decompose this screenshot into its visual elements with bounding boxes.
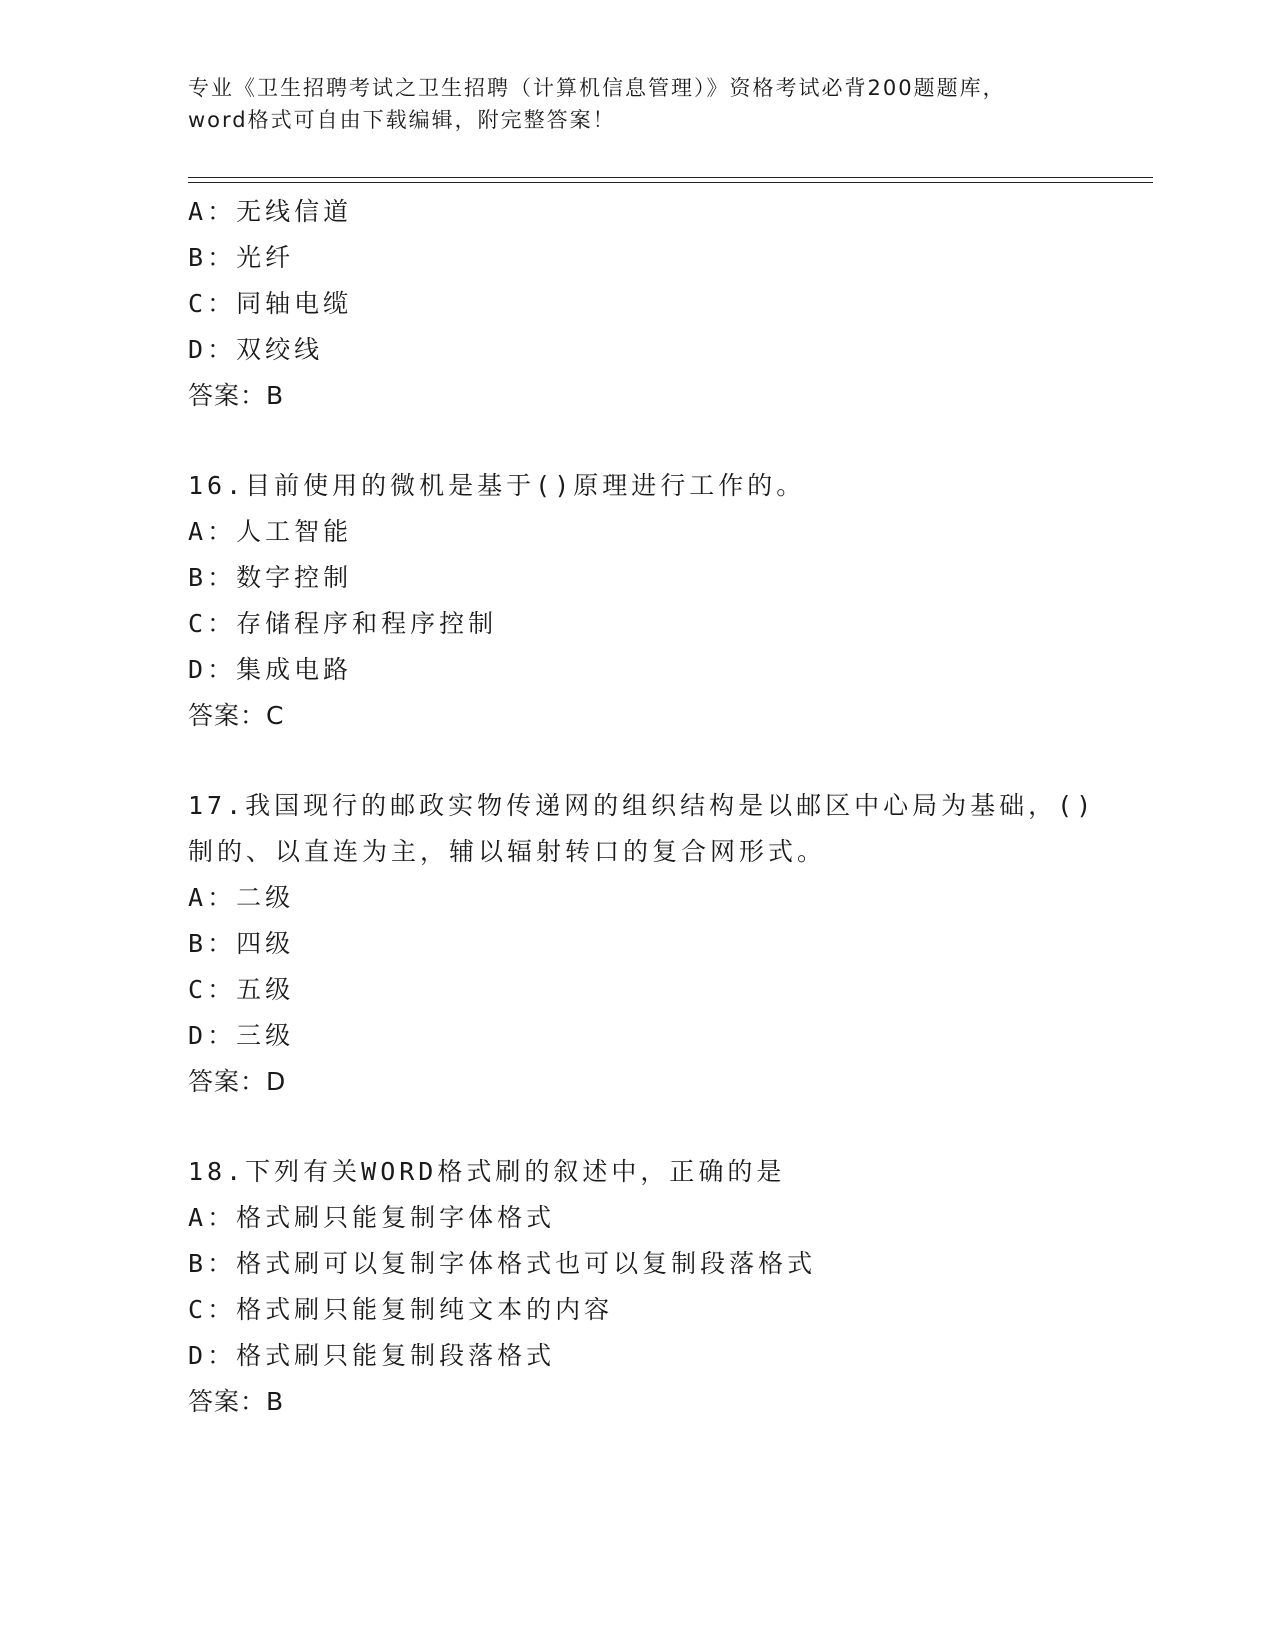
option-letter: C (188, 609, 208, 638)
option-text: 双绞线 (236, 335, 324, 364)
question-list (188, 189, 1148, 1425)
answer-line: 答案：B (188, 381, 285, 410)
option-a (188, 509, 1148, 555)
option-text: 五级 (236, 975, 295, 1004)
option-letter: D (188, 335, 208, 364)
option-text: 无线信道 (236, 197, 353, 226)
option-separator: ： (207, 335, 237, 364)
option-separator: ： (207, 929, 237, 958)
question-text: 16.目前使用的微机是基于()原理进行工作的。 (188, 471, 806, 500)
option-separator: ： (207, 1021, 237, 1050)
option-b (188, 235, 1148, 281)
spacer (188, 419, 1148, 463)
option-separator: ： (207, 289, 237, 318)
spacer (188, 739, 1148, 783)
answer-line: 答案：D (188, 1067, 287, 1096)
question-18 (188, 1149, 1148, 1425)
option-text: 数字控制 (236, 563, 353, 592)
option-text: 格式刷只能复制纯文本的内容 (236, 1295, 614, 1324)
option-c (188, 601, 1148, 647)
option-separator: ： (207, 655, 237, 684)
option-text: 二级 (236, 883, 295, 912)
option-c (188, 281, 1148, 327)
spacer (188, 1105, 1148, 1149)
option-d (188, 327, 1148, 373)
option-c (188, 1287, 1148, 1333)
question-text: 18.下列有关WORD格式刷的叙述中，正确的是 (188, 1157, 786, 1186)
question-text-line-1: 17.我国现行的邮政实物传递网的组织结构是以邮区中心局为基础，() (188, 791, 1096, 820)
option-separator: ： (207, 609, 237, 638)
option-b (188, 555, 1148, 601)
option-a (188, 875, 1148, 921)
option-text: 集成电路 (236, 655, 353, 684)
answer-line: 答案：C (188, 701, 285, 730)
answer-line: 答案：B (188, 1387, 285, 1416)
option-d (188, 1013, 1148, 1059)
option-separator: ： (207, 1295, 237, 1324)
option-letter: C (188, 1295, 208, 1324)
header-divider-bottom (188, 182, 1153, 183)
option-letter: A (188, 197, 208, 226)
question-15 (188, 189, 1148, 419)
option-letter: B (188, 929, 208, 958)
option-separator: ： (207, 1249, 237, 1278)
option-text: 同轴电缆 (236, 289, 353, 318)
option-letter: D (188, 655, 208, 684)
option-separator: ： (207, 975, 237, 1004)
option-text: 光纤 (236, 243, 295, 272)
option-separator: ： (207, 517, 237, 546)
document-header (188, 72, 1088, 136)
option-b (188, 1241, 1148, 1287)
option-text: 格式刷可以复制字体格式也可以复制段落格式 (236, 1249, 817, 1278)
option-letter: A (188, 1203, 208, 1232)
option-letter: A (188, 517, 208, 546)
option-d (188, 1333, 1148, 1379)
option-separator: ： (207, 1341, 237, 1370)
option-letter: D (188, 1021, 208, 1050)
option-a (188, 189, 1148, 235)
option-text: 格式刷只能复制段落格式 (236, 1341, 556, 1370)
option-d (188, 647, 1148, 693)
option-separator: ： (207, 1203, 237, 1232)
option-separator: ： (207, 243, 237, 272)
question-text-line-2: 制的、以直连为主，辅以辐射转口的复合网形式。 (188, 837, 827, 866)
option-a (188, 1195, 1148, 1241)
option-letter: D (188, 1341, 208, 1370)
option-separator: ： (207, 563, 237, 592)
option-text: 存储程序和程序控制 (236, 609, 498, 638)
option-letter: B (188, 1249, 208, 1278)
option-c (188, 967, 1148, 1013)
option-letter: C (188, 289, 208, 318)
option-letter: B (188, 563, 208, 592)
option-text: 人工智能 (236, 517, 353, 546)
option-b (188, 921, 1148, 967)
option-text: 三级 (236, 1021, 295, 1050)
option-text: 格式刷只能复制字体格式 (236, 1203, 556, 1232)
option-separator: ： (207, 883, 237, 912)
question-16 (188, 463, 1148, 739)
option-letter: A (188, 883, 208, 912)
question-17 (188, 783, 1148, 1105)
option-text: 四级 (236, 929, 295, 958)
option-separator: ： (207, 197, 237, 226)
option-letter: C (188, 975, 208, 1004)
option-letter: B (188, 243, 208, 272)
header-divider-top (188, 177, 1153, 178)
header-line-2: word格式可自由下载编辑，附完整答案！ (188, 108, 616, 132)
header-line-1: 专业《卫生招聘考试之卫生招聘（计算机信息管理）》资格考试必背200题题库， (188, 76, 1006, 100)
